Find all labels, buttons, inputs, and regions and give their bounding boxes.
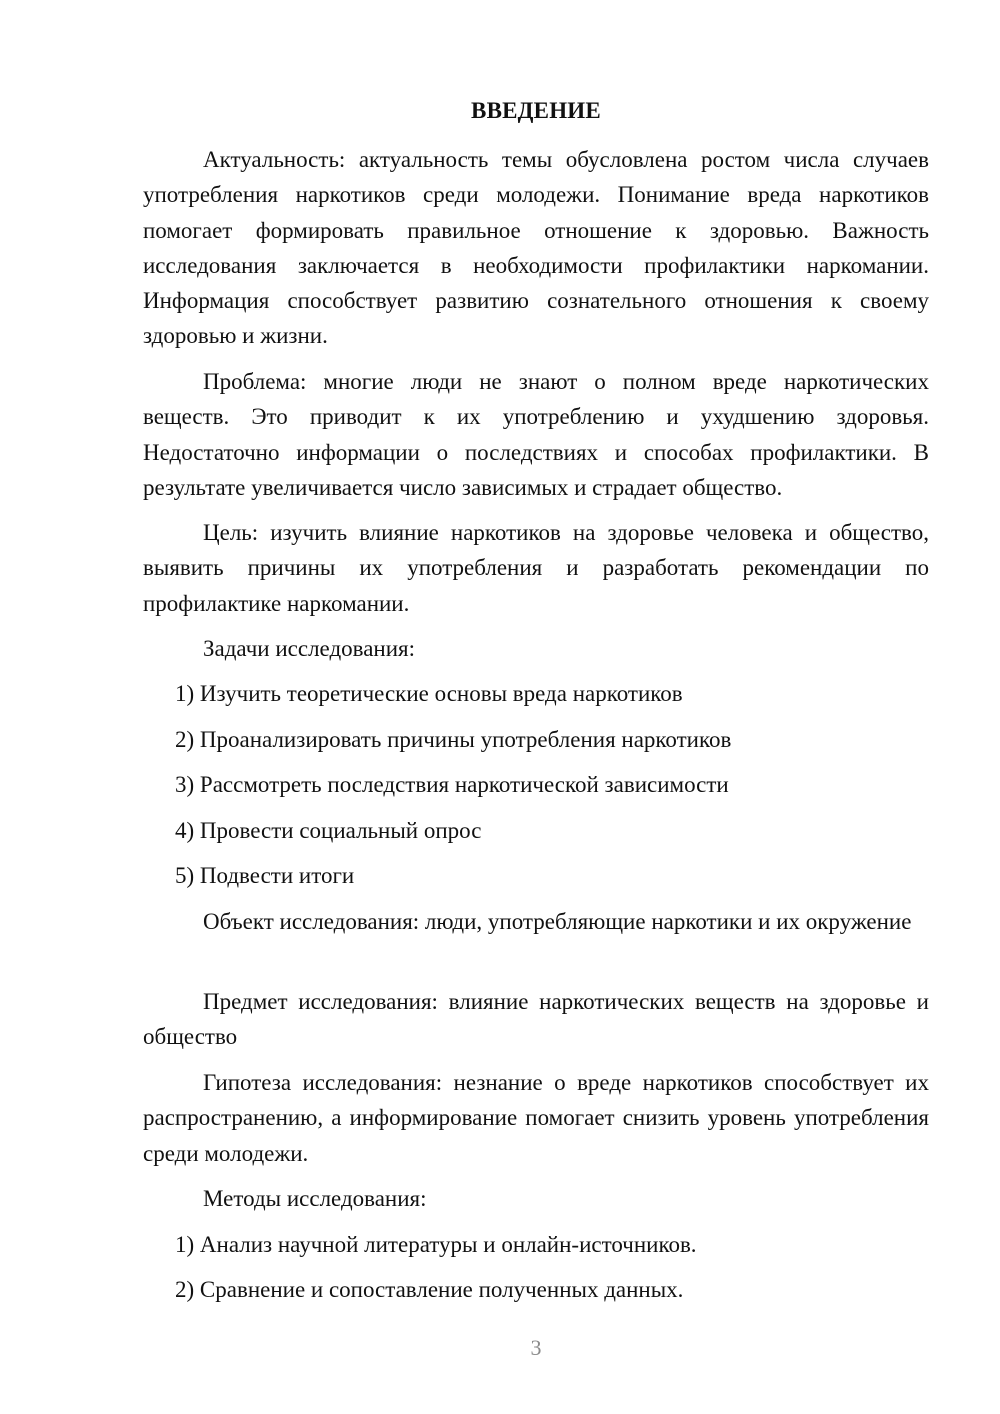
object-paragraph: Объект исследования: люди, употребляющие наркотики и их окружение [203, 909, 912, 934]
hypothesis-paragraph: Гипотеза исследования: незнание о вреде наркотиков способствует их распространению, а информирование помогает снизить уровень употребления среди молодежи. [143, 1070, 929, 1166]
subject-paragraph: Предмет исследования: влияние наркотических веществ на здоровье и общество [143, 989, 929, 1050]
goal-paragraph: Цель: изучить влияние наркотиков на здоровье человека и общество, выявить причины их употребления и разработать рекомендации по профилактике наркомании. [143, 520, 929, 616]
task-item: 5) Подвести итоги [175, 863, 355, 888]
method-item: 2) Сравнение и сопоставление полученных данных. [175, 1277, 684, 1302]
task-item: 2) Проанализировать причины употребления наркотиков [175, 727, 732, 752]
page-number: 3 [530, 1335, 542, 1360]
task-item: 4) Провести социальный опрос [175, 818, 482, 843]
relevance-paragraph: Актуальность: актуальность темы обусловлена ростом числа случаев употребления наркотиков среди молодежи. Понимание вреда наркотиков помогает формировать правильное отношение к здоровью. Важность исследования заключается в необходимости профилактики наркомании. Информация способствует развитию сознательного отношения к своему здоровью и жизни. [143, 147, 929, 349]
task-item: 1) Изучить теоретические основы вреда наркотиков [175, 681, 683, 706]
method-item: 1) Анализ научной литературы и онлайн-источников. [175, 1232, 697, 1257]
task-item: 3) Рассмотреть последствия наркотической зависимости [175, 772, 729, 797]
tasks-title: Задачи исследования: [203, 636, 416, 661]
methods-title: Методы исследования: [203, 1186, 427, 1211]
problem-paragraph: Проблема: многие люди не знают о полном вреде наркотических веществ. Это приводит к их употреблению и ухудшению здоровья. Недостаточно информации о последствиях и способах профилактики. В результате увеличивается число зависимых и страдает общество. [143, 369, 929, 500]
section-heading: ВВЕДЕНИЕ [471, 98, 601, 123]
